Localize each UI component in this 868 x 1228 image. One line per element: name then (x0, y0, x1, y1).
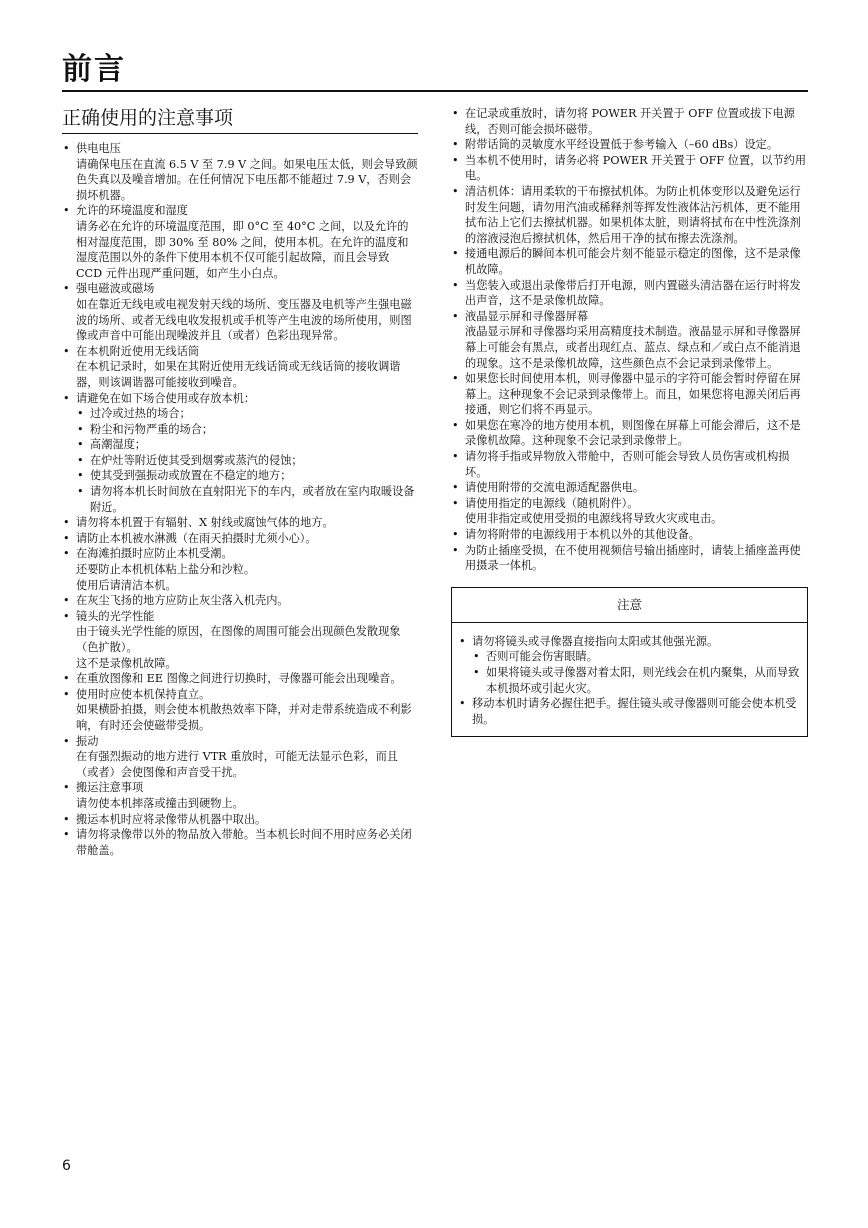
list-item (451, 527, 808, 543)
left-column (62, 104, 418, 858)
sub-list-item: • 否则可能会伤害眼睛。 (472, 649, 801, 665)
list-item (62, 141, 418, 203)
item-body: 请务必在允许的环境温度范围，即 0°C 至 40°C 之间，以及允许的相对湿度范围，即 30% 至 80% 之间，使用本机。在允许的温度和湿度范围以外的条件下使用本机不仅可能引起故障，而且会导致 CCD 元件出现严重问题，如产生小白点。 (76, 219, 409, 280)
item-title: • 清洁机体：请用柔软的干布擦拭机体。为防止机体变形以及避免运行时发生问题，请勿用汽油或稀释剂等挥发性液体沾污机体，更不能用拭布沾上它们去擦拭机器。如果机体太脏，则请将拭布在中性洗涤剂的溶液浸泡后擦拭机体，然后用干净的拭布擦去洗涤剂。 (465, 184, 801, 245)
list-item (451, 309, 808, 371)
notice-box (451, 587, 808, 738)
item-title: • 请使用附带的交流电源适配器供电。 (465, 481, 645, 495)
list-item (62, 812, 418, 828)
item-title: • 如果您在寒冷的地方使用本机，则图像在屏幕上可能会滞后，这不是录像机故障。这种现象不会记录到录像带上。 (465, 418, 801, 448)
item-title: • 供电电压 (76, 142, 121, 155)
right-column (451, 106, 808, 737)
item-line: 由于镜头光学性能的原因，在图像的周围可能会出现颜色发散现象（色扩散）。 (76, 625, 401, 654)
list-item (62, 531, 418, 547)
item-title: • 请勿将手指或异物放入带舱中，否则可能会导致人员伤害或机构损坏。 (465, 450, 790, 479)
sub-list (472, 649, 801, 696)
list-item (451, 480, 808, 496)
list-item (451, 246, 808, 277)
item-line: 这不是录像机故障。 (76, 656, 177, 670)
list-item (458, 696, 801, 727)
item-body: 请确保电压在直流 6.5 V 至 7.9 V 之间。如果电压太低，则会导致颜色失真以及噪音增加。在任何情况下电压都不能超过 7.9 V，否则会损坏机器。 (76, 157, 418, 202)
page-title: 前言 (62, 52, 126, 87)
item-title: • 在海滩拍摄时应防止本机受潮。 (76, 547, 233, 561)
section-heading: 正确使用的注意事项 (62, 104, 418, 134)
item-body: 在有强烈振动的地方进行 VTR 重放时，可能无法显示色彩，而且（或者）会使图像和声音受干扰。 (76, 750, 398, 779)
item-title: • 液晶显示屏和寻像器屏幕 (465, 309, 589, 323)
item-body: 液晶显示屏和寻像器均采用高精度技术制造。液晶显示屏和寻像器屏幕上可能会有黑点，或者出现红点、蓝点、绿点和／或白点不能消退的现象。这不是录像机故障，这些颜色点不会记录到录像带上。 (465, 325, 801, 370)
left-precaution-list (62, 141, 418, 858)
sub-list-item: • 在炉灶等附近使其受到烟雾或蒸汽的侵蚀； (76, 453, 418, 469)
list-item (62, 391, 418, 516)
item-title: • 请勿将附带的电源线用于本机以外的其他设备。 (465, 528, 700, 542)
list-item (451, 153, 808, 184)
item-body: 请勿使本机摔落或撞击到硬物上。 (76, 796, 244, 810)
item-body: 如果横卧拍摄，则会使本机散热效率下降，并对走带系统造成不利影响，有时还会使磁带受损。 (76, 703, 412, 732)
list-item (451, 184, 808, 246)
item-title: • 附带话筒的灵敏度水平经设置低于参考输入（–60 dBs）设定。 (465, 138, 779, 152)
list-item (62, 734, 418, 781)
item-line: 使用后请清洁本机。 (76, 578, 177, 592)
item-title: • 移动本机时请务必握住把手。握住镜头或寻像器则可能会使本机受损。 (472, 697, 797, 726)
list-item (62, 203, 418, 281)
list-item (451, 278, 808, 309)
list-item (451, 106, 808, 137)
item-title: • 请勿将录像带以外的物品放入带舱。当本机长时间不用时应务必关闭带舱盖。 (76, 828, 412, 857)
item-title: • 请勿将本机置于有辐射、X 射线或腐蚀气体的地方。 (76, 516, 334, 530)
item-title: • 在记录或重放时，请勿将 POWER 开关置于 OFF 位置或拔下电源线，否则可能会损坏磁带。 (465, 107, 795, 136)
item-body: 如在靠近无线电或电视发射天线的场所、变压器及电机等产生强电磁波的场所、或者无线电收发报机或手机等产生电波的场所使用，则图像或声音中可能出现噪波并且（或者）色彩出现异常。 (76, 297, 412, 343)
item-title: • 当您装入或退出录像带后打开电源，则内置磁头清洁器在运行时将发出声音，这不是录像机故障。 (465, 278, 801, 308)
page-number: 6 (62, 1158, 71, 1174)
list-item (451, 371, 808, 418)
sub-list-item: • 过冷或过热的场合； (76, 406, 418, 422)
item-body: 使用非指定或使用受损的电源线将导致火灾或电击。 (465, 512, 723, 526)
list-item (62, 546, 418, 593)
item-title: • 请勿将镜头或寻像器直接指向太阳或其他强光源。 (472, 634, 719, 648)
sub-list-item: • 使其受到强振动或放置在不稳定的地方； (76, 468, 418, 484)
list-item (451, 543, 808, 574)
list-item (62, 609, 418, 671)
list-item (62, 281, 418, 343)
item-title: • 搬运注意事项 (76, 781, 144, 795)
item-title: • 在灰尘飞扬的地方应防止灰尘落入机壳内。 (76, 594, 289, 608)
item-title: • 请使用指定的电源线（随机附件）。 (465, 496, 639, 510)
list-item (62, 671, 418, 687)
item-title: • 接通电源后的瞬间本机可能会片刻不能显示稳定的图像，这不是录像机故障。 (465, 247, 801, 276)
sub-list-item: • 粉尘和污物严重的场合； (76, 422, 418, 438)
list-item (62, 827, 418, 858)
sub-list-item: • 高潮湿度； (76, 437, 418, 453)
list-item (62, 515, 418, 531)
sub-list (76, 406, 418, 515)
notice-body (452, 623, 807, 737)
item-title: • 请避免在如下场合使用或存放本机： (76, 391, 256, 405)
list-item (62, 344, 418, 391)
list-item (62, 687, 418, 734)
list-item (451, 449, 808, 480)
item-title: • 振动 (76, 734, 99, 748)
notice-title: 注意 (452, 588, 807, 623)
item-title: • 当本机不使用时，请务必将 POWER 开关置于 OFF 位置，以节约用电。 (465, 153, 807, 183)
list-item (451, 418, 808, 449)
item-title: • 镜头的光学性能 (76, 609, 155, 623)
item-title: • 在重放图像和 EE 图像之间进行切换时，寻像器可能会出现噪音。 (76, 672, 402, 686)
item-title: • 使用时应使本机保持直立。 (76, 687, 211, 701)
list-item (62, 780, 418, 811)
list-item (458, 634, 801, 696)
right-precaution-list (451, 106, 808, 574)
item-body: 在本机记录时，如果在其附近使用无线话筒或无线话筒的接收调谐器，则该调谐器可能接收到噪音。 (76, 360, 401, 389)
list-item (451, 137, 808, 153)
item-title: • 如果您长时间使用本机，则寻像器中显示的字符可能会暂时停留在屏幕上。这种现象不会记录到录像带上。而且，如果您将电源关闭后再接通，则它们将不再显示。 (465, 372, 801, 417)
item-title: • 在本机附近使用无线话筒 (76, 344, 200, 358)
item-line: 还要防止本机机体粘上盐分和沙粒。 (76, 563, 256, 577)
list-item (451, 496, 808, 527)
item-title: • 强电磁波或磁场 (76, 282, 155, 296)
item-title: • 允许的环境温度和湿度 (76, 204, 188, 218)
title-rule (62, 90, 808, 92)
sub-list-item: • 如果将镜头或寻像器对着太阳，则光线会在机内聚集，从而导致本机损坏或引起火灾。 (472, 665, 801, 696)
list-item (62, 593, 418, 609)
sub-list-item: • 请勿将本机长时间放在直射阳光下的车内，或者放在室内取暖设备附近。 (76, 484, 418, 515)
item-title: • 请防止本机被水淋溅（在雨天拍摄时尤须小心）。 (76, 531, 317, 545)
item-title: • 为防止插座受损，在不使用视频信号输出插座时，请装上插座盖再使用摄录一体机。 (465, 543, 801, 573)
item-title: • 搬运本机时应将录像带从机器中取出。 (76, 812, 267, 826)
notice-list (458, 634, 801, 728)
